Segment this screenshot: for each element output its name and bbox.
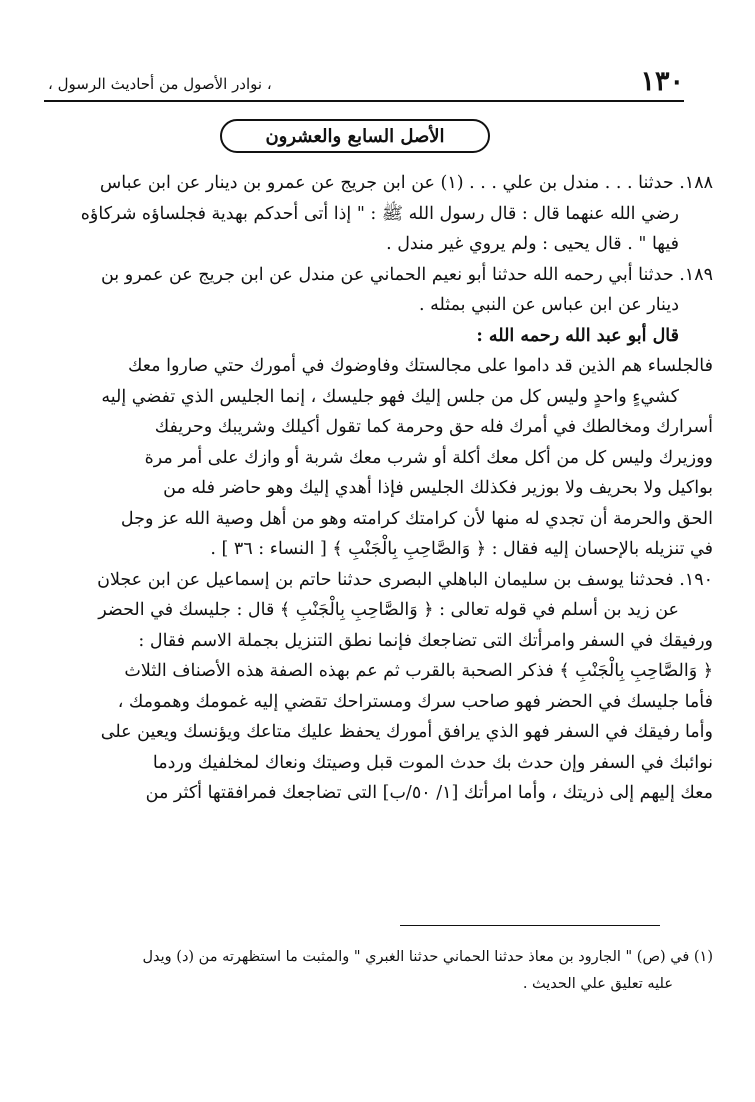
text-line: أسرارك ومخالطك في أمرك فله حق وحرمة كما تقول أكيلك وشريبك وحريفك [154,417,713,437]
section-heading: قال أبو عبد الله رحمه الله : [476,325,679,346]
text-line: كشيءٍ واحدٍ وليس كل من جلس إليك فهو جليسك ، إنما الجليس الذي تفضي إليه [101,386,679,407]
footnote-divider [400,925,660,926]
text-line: فأما جليسك في الحضر فهو صاحب سرك ومستراحك تقضي إليه غمومك وهمومك ، [117,691,713,712]
text-line: رضي الله عنهما قال : قال رسول الله ﷺ : " إذا أتى أحدكم بهدية فجلساؤه شركاؤه [80,203,679,224]
text-line: وأما رفيقك في السفر فهو الذي يرافق أمورك يحفظ عليك متاعك ويؤنسك ويعين على [100,722,713,742]
text-line: بواكيل ولا بحريف ولا بوزير فكذلك الجليس فإذا أهدي إليك وهو حاضر فله من [163,478,713,498]
footnote-line: (١) في (ص) " الجارود بن معاذ حدثنا الحماني حدثنا الغبري " والمثبت ما استظهرته من (د) ويدل [142,949,713,965]
text-line: ١٨٩. حدثنا أبي رحمه الله حدثنا أبو نعيم الحماني عن مندل عن ابن جريج عن عمرو بن [100,264,713,285]
page-number: ١٣٠ [640,66,684,97]
main-text [40,168,713,809]
text-line: معك إليهم إلى ذريتك ، وأما امرأتك [١/ ٥٠/ب] التى تضاجعك فمرافقتها أكثر من [145,783,713,803]
text-line: فالجلساء هم الذين قد داموا على مجالستك وفاوضوك في أمورك حتي صاروا معك [127,356,713,376]
text-line: عن زيد بن أسلم في قوله تعالى : ﴿ وَالصَّاحِبِ بِالْجَنْبِ ﴾ قال : جليسك في الحضر [98,600,679,620]
chapter-title: الأصل السابع والعشرون [265,125,445,147]
footnote-line: عليه تعليق علي الحديث . [522,976,673,992]
page-header [44,66,684,102]
text-line: فيها " . قال يحيى : ولم يروي غير مندل . [386,234,679,254]
text-line: في تنزيله بالإحسان إليه فقال : ﴿ وَالصَّاحِبِ بِالْجَنْبِ ﴾ [ النساء : ٣٦ ] . [210,539,713,559]
text-line: ﴿ وَالصَّاحِبِ بِالْجَنْبِ ﴾ فذكر الصحبة بالقرب ثم عم بهذه الصفة هذه الأصناف الثلاث [124,661,713,681]
running-title: ، نوادر الأصول من أحاديث الرسول ، [48,75,272,93]
footnotes [40,944,713,998]
text-line: نوائبك في السفر وإن حدث بك حدث الموت قبل وصيتك ونعاك لمخلفيك وردما [152,752,713,773]
text-line: ورفيقك في السفر وامرأتك التى تضاجعك فإنما نطق التنزيل بجملة الاسم فقال : [138,630,713,651]
text-line: دينار عن ابن عباس عن النبي بمثله . [418,295,679,315]
text-line: ١٩٠. فحدثنا يوسف بن سليمان الباهلي البصرى حدثنا حاتم بن إسماعيل عن ابن عجلان [97,569,713,590]
text-line: الحق والحرمة أن تجدي له منها لأن كرامتك كرامته وهو من أهل وصية الله عز وجل [120,508,713,529]
text-line: ووزيرك وليس كل من أكل معك أكلة أو شرب معك شربة أو وازك على أمر مرة [144,447,713,468]
chapter-title-box [220,119,490,153]
text-line: ١٨٨. حدثنا . . . مندل بن علي . . . (١) عن ابن جريج عن عمرو بن دينار عن ابن عباس [99,173,713,193]
